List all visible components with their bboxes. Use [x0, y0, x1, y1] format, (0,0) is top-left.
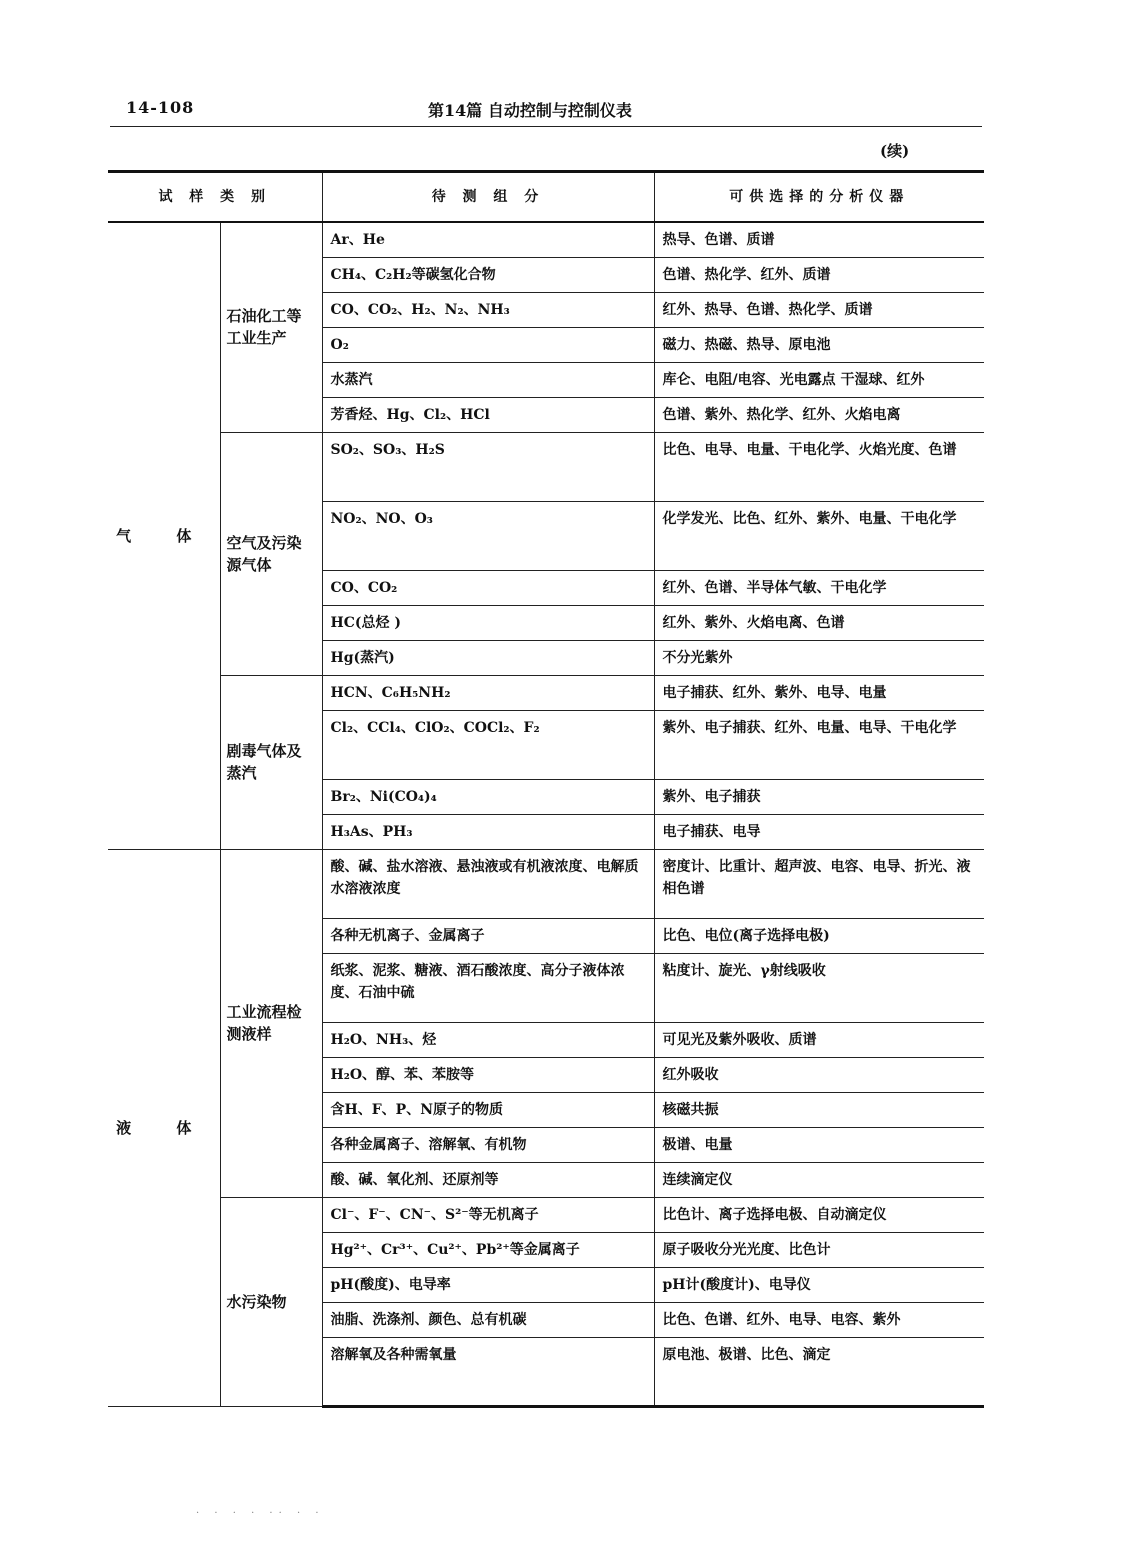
component-cell: 芳香烃、Hg、Cl₂、HCl [322, 397, 654, 432]
component-cell: 酸、碱、盐水溶液、悬浊液或有机液浓度、电解质水溶液浓度 [322, 849, 654, 918]
continued-label: (续) [880, 142, 910, 160]
component-cell: 含H、F、P、N原子的物质 [322, 1092, 654, 1127]
component-cell: 各种金属离子、溶解氧、有机物 [322, 1127, 654, 1162]
component-cell: 酸、碱、氧化剂、还原剂等 [322, 1162, 654, 1197]
sample-subcategory: 水污染物 [220, 1197, 322, 1406]
sample-subcategory: 空气及污染源气体 [220, 432, 322, 675]
component-cell: Cl₂、CCl₄、ClO₂、COCl₂、F₂ [322, 710, 654, 779]
component-cell: Ar、He [322, 222, 654, 257]
component-cell: NO₂、NO、O₃ [322, 501, 654, 570]
instruments-cell: 磁力、热磁、热导、原电池 [654, 327, 984, 362]
instruments-cell: 核磁共振 [654, 1092, 984, 1127]
instruments-cell: 原电池、极谱、比色、滴定 [654, 1337, 984, 1406]
instruments-cell: 库仑、电阻/电容、光电露点 干湿球、红外 [654, 362, 984, 397]
instruments-cell: 不分光紫外 [654, 640, 984, 675]
instruments-cell: 色谱、热化学、红外、质谱 [654, 257, 984, 292]
instruments-cell: 色谱、紫外、热化学、红外、火焰电离 [654, 397, 984, 432]
instruments-cell: 紫外、电子捕获、红外、电量、电导、干电化学 [654, 710, 984, 779]
page-number: 14-108 [126, 98, 195, 117]
sample-category: 气 体 [108, 222, 220, 849]
component-cell: SO₂、SO₃、H₂S [322, 432, 654, 501]
instruments-cell: 连续滴定仪 [654, 1162, 984, 1197]
column-header-instruments: 可供选择的分析仪器 [654, 173, 984, 222]
table-row [108, 222, 984, 257]
instruments-cell: 化学发光、比色、红外、紫外、电量、干电化学 [654, 501, 984, 570]
component-cell: Cl⁻、F⁻、CN⁻、S²⁻等无机离子 [322, 1197, 654, 1232]
instruments-cell: 电子捕获、电导 [654, 814, 984, 849]
instruments-cell: 紫外、电子捕获 [654, 779, 984, 814]
component-cell: 水蒸汽 [322, 362, 654, 397]
instruments-cell: 红外、色谱、半导体气敏、干电化学 [654, 570, 984, 605]
sample-subcategory: 剧毒气体及蒸汽 [220, 675, 322, 849]
component-cell: Hg(蒸汽) [322, 640, 654, 675]
instruments-cell: 粘度计、旋光、γ射线吸收 [654, 953, 984, 1022]
component-cell: 油脂、洗涤剂、颜色、总有机碳 [322, 1302, 654, 1337]
component-cell: Br₂、Ni(CO₄)₄ [322, 779, 654, 814]
table-row [108, 1197, 984, 1232]
component-cell: O₂ [322, 327, 654, 362]
running-title: 第14篇 自动控制与控制仪表 [428, 101, 632, 120]
instruments-cell: 比色、电导、电量、干电化学、火焰光度、色谱 [654, 432, 984, 501]
instruments-cell: 原子吸收分光光度、比色计 [654, 1232, 984, 1267]
component-cell: 溶解氧及各种需氧量 [322, 1337, 654, 1406]
component-cell: HC(总烃 ) [322, 605, 654, 640]
instruments-cell: 红外、热导、色谱、热化学、质谱 [654, 292, 984, 327]
scan-marks: · · · · ·· · · [196, 1508, 325, 1519]
component-cell: H₂O、NH₃、烃 [322, 1022, 654, 1057]
instruments-cell: pH计(酸度计)、电导仪 [654, 1267, 984, 1302]
component-cell: CO、CO₂ [322, 570, 654, 605]
component-cell: CH₄、C₂H₂等碳氢化合物 [322, 257, 654, 292]
column-header-component: 待 测 组 分 [322, 173, 654, 222]
sample-subcategory: 石油化工等工业生产 [220, 222, 322, 432]
table-row [108, 849, 984, 918]
column-header-sample-category: 试 样 类 别 [108, 173, 322, 222]
component-cell: CO、CO₂、H₂、N₂、NH₃ [322, 292, 654, 327]
component-cell: H₂O、醇、苯、苯胺等 [322, 1057, 654, 1092]
instruments-cell: 比色计、离子选择电极、自动滴定仪 [654, 1197, 984, 1232]
table-header-row [108, 173, 984, 222]
table-body [108, 222, 984, 1406]
table-row [108, 432, 984, 501]
component-cell: H₃As、PH₃ [322, 814, 654, 849]
sample-subcategory: 工业流程检测液样 [220, 849, 322, 1197]
component-cell: 各种无机离子、金属离子 [322, 918, 654, 953]
table-row [108, 675, 984, 710]
sample-category: 液 体 [108, 849, 220, 1406]
analyzer-selection-table [108, 173, 984, 1408]
component-cell: 纸浆、泥浆、糖液、酒石酸浓度、高分子液体浓度、石油中硫 [322, 953, 654, 1022]
component-cell: HCN、C₆H₅NH₂ [322, 675, 654, 710]
instruments-cell: 热导、色谱、质谱 [654, 222, 984, 257]
header-rule [110, 126, 982, 127]
page-header [110, 96, 982, 124]
instruments-cell: 电子捕获、红外、紫外、电导、电量 [654, 675, 984, 710]
instruments-cell: 极谱、电量 [654, 1127, 984, 1162]
instruments-cell: 可见光及紫外吸收、质谱 [654, 1022, 984, 1057]
component-cell: pH(酸度)、电导率 [322, 1267, 654, 1302]
instruments-cell: 红外、紫外、火焰电离、色谱 [654, 605, 984, 640]
component-cell: Hg²⁺、Cr³⁺、Cu²⁺、Pb²⁺等金属离子 [322, 1232, 654, 1267]
instruments-cell: 比色、电位(离子选择电极) [654, 918, 984, 953]
instruments-cell: 比色、色谱、红外、电导、电容、紫外 [654, 1302, 984, 1337]
instruments-cell: 密度计、比重计、超声波、电容、电导、折光、液相色谱 [654, 849, 984, 918]
instruments-cell: 红外吸收 [654, 1057, 984, 1092]
